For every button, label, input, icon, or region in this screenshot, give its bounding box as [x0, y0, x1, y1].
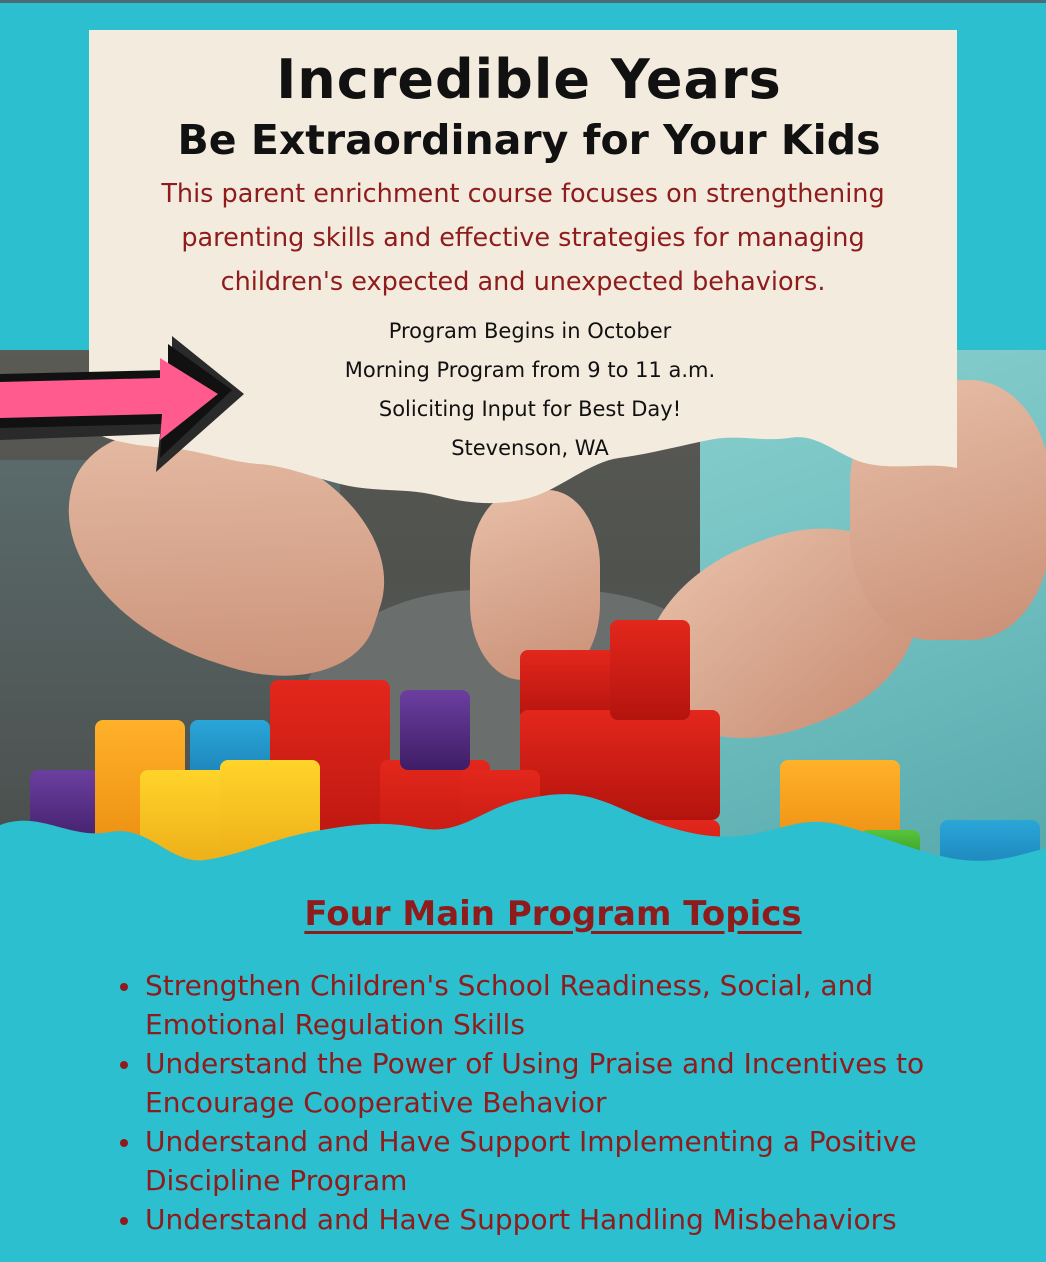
topic-item	[118, 1200, 998, 1239]
description-line: This parent enrichment course focuses on strengthening	[161, 179, 885, 209]
topic-line: Strengthen Children's School Readiness, Social, and	[145, 969, 874, 1002]
top-border	[0, 0, 1046, 3]
topic-line: Understand and Have Support Handling Misbehaviors	[145, 1203, 897, 1236]
bullet-icon	[120, 983, 128, 991]
topic-line: Understand the Power of Using Praise and Incentives to	[145, 1047, 925, 1080]
topics-heading: Four Main Program Topics	[304, 894, 802, 934]
topic-item	[118, 1044, 998, 1122]
topic-line: Encourage Cooperative Behavior	[145, 1086, 607, 1119]
program-start: Program Begins in October	[388, 319, 672, 343]
page-subtitle: Be Extraordinary for Your Kids	[177, 116, 881, 164]
topics-list	[118, 966, 998, 1239]
topic-line: Discipline Program	[145, 1164, 408, 1197]
bullet-icon	[120, 1061, 128, 1069]
topic-item	[118, 966, 998, 1044]
right-arrow-icon	[0, 332, 250, 477]
program-details	[290, 312, 770, 468]
program-day-note: Soliciting Input for Best Day!	[378, 397, 682, 421]
topic-line: Emotional Regulation Skills	[145, 1008, 525, 1041]
bullet-icon	[120, 1139, 128, 1147]
bullet-icon	[120, 1217, 128, 1225]
page-title: Incredible Years	[276, 48, 782, 111]
topic-item	[118, 1122, 998, 1200]
description-line: parenting skills and effective strategies for managing	[181, 223, 865, 253]
topic-line: Understand and Have Support Implementing a Positive	[145, 1125, 917, 1158]
block-purple	[400, 690, 470, 770]
course-description	[110, 172, 936, 304]
program-time: Morning Program from 9 to 11 a.m.	[344, 358, 716, 382]
program-location: Stevenson, WA	[451, 436, 609, 460]
description-line: children's expected and unexpected behaviors.	[220, 267, 826, 297]
block-red	[610, 620, 690, 720]
